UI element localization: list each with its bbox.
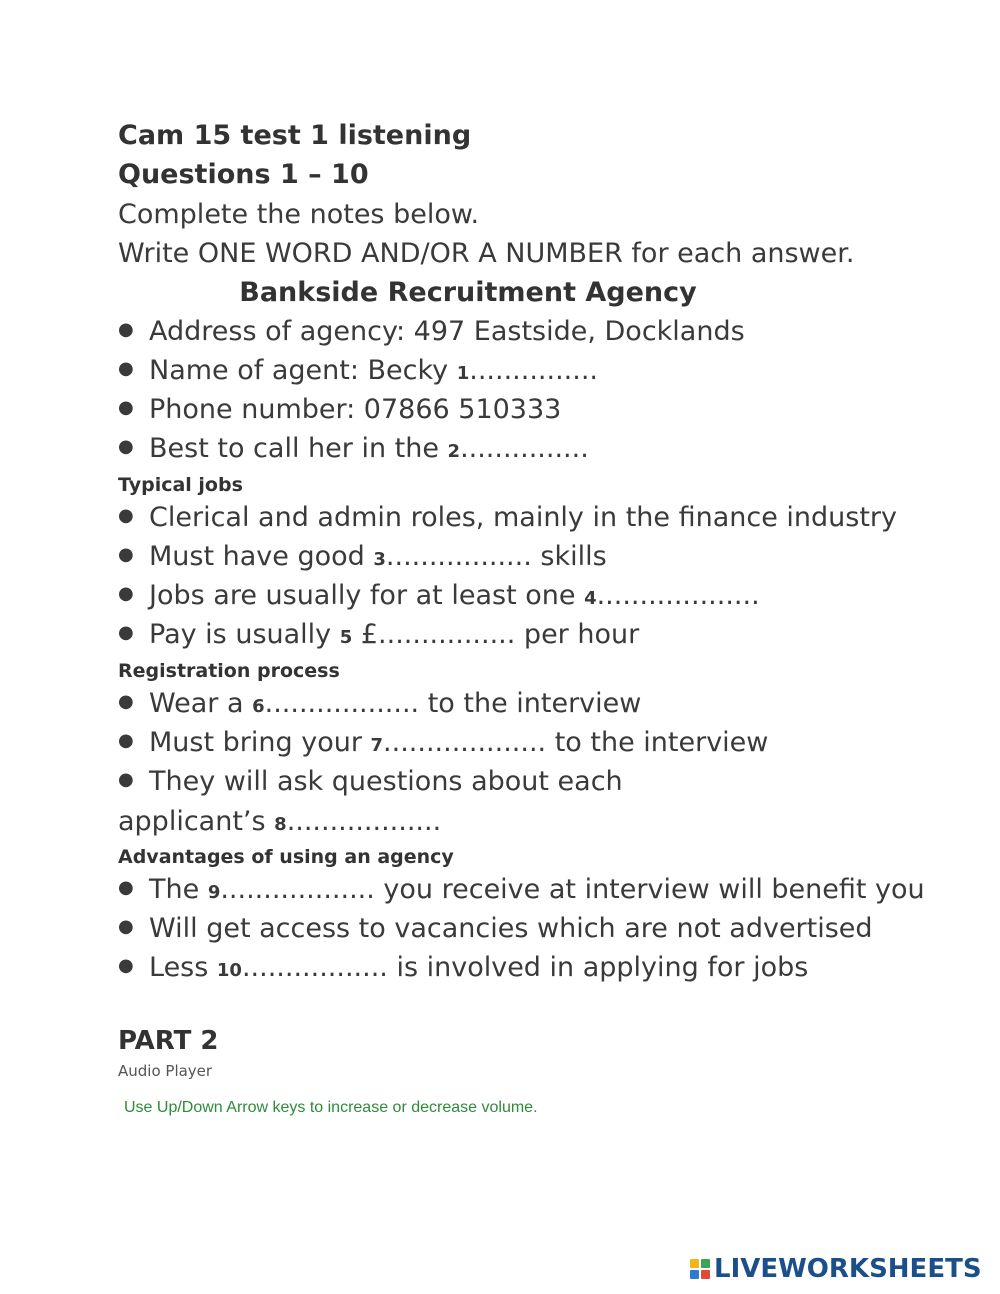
note-text: Phone number: 07866 510333 — [149, 394, 562, 425]
list-item — [118, 316, 745, 347]
list-item — [118, 580, 760, 611]
question-number: 5 — [339, 627, 353, 648]
answer-blank[interactable]: .................. you receive at interview will benefit you — [220, 874, 925, 905]
answer-blank[interactable]: .................. — [286, 806, 442, 837]
logo-blocks-icon — [690, 1259, 710, 1279]
question-number: 7 — [370, 735, 384, 756]
note-text: Jobs are usually for at least one — [149, 580, 585, 611]
answer-blank[interactable]: ................. skills — [385, 541, 607, 572]
section-heading-registration: Registration process — [118, 660, 340, 682]
question-number: 6 — [252, 696, 265, 717]
section-heading-advantages: Advantages of using an agency — [118, 846, 454, 868]
note-text: Name of agent: Becky — [149, 355, 457, 386]
note-text: Wear a — [149, 688, 253, 719]
list-item — [118, 394, 561, 425]
answer-blank[interactable]: ................... to the interview — [383, 727, 769, 758]
list-item — [118, 727, 768, 758]
bullet-icon: ● — [118, 583, 134, 604]
bullet-icon: ● — [118, 505, 134, 526]
list-item — [118, 355, 598, 386]
list-item — [118, 913, 873, 944]
bullet-icon: ● — [118, 358, 134, 379]
part-2-heading: PART 2 — [118, 1026, 219, 1056]
question-number: 3 — [373, 549, 386, 570]
bullet-icon: ● — [118, 544, 134, 565]
note-text: Will get access to vacancies which are not advertised — [149, 913, 873, 944]
bullet-icon: ● — [118, 730, 134, 751]
bullet-icon: ● — [118, 691, 134, 712]
logo-block — [690, 1259, 699, 1268]
note-text: Less — [149, 952, 217, 983]
section-heading-typical-jobs: Typical jobs — [118, 474, 243, 496]
list-item — [118, 688, 641, 719]
list-item — [118, 952, 808, 983]
note-text: Must have good — [149, 541, 374, 572]
list-item — [118, 433, 589, 464]
bullet-icon: ● — [118, 916, 134, 937]
question-number: 8 — [274, 814, 287, 835]
bullet-icon: ● — [118, 397, 134, 418]
note-text: They will ask questions about each — [149, 766, 623, 797]
list-item — [118, 619, 639, 650]
notes-title: Bankside Recruitment Agency — [239, 277, 697, 308]
audio-player[interactable]: Audio Player — [118, 1062, 213, 1080]
note-text: Best to call her in the — [149, 433, 448, 464]
instruction-complete: Complete the notes below. — [118, 199, 480, 230]
bullet-icon: ● — [118, 436, 134, 457]
list-item — [118, 874, 925, 905]
answer-blank[interactable]: ............... — [469, 355, 599, 386]
note-text: Must bring your — [149, 727, 371, 758]
bullet-icon: ● — [118, 319, 134, 340]
question-number: 1 — [456, 363, 470, 384]
note-text: applicant’s — [118, 806, 275, 837]
logo-block — [690, 1270, 699, 1279]
worksheet-title: Cam 15 test 1 listening — [118, 120, 472, 151]
question-number: 2 — [447, 441, 461, 462]
volume-hint: Use Up/Down Arrow keys to increase or decrease volume. — [124, 1099, 538, 1116]
questions-heading: Questions 1 – 10 — [118, 159, 369, 190]
bullet-icon: ● — [118, 769, 134, 790]
answer-blank[interactable]: .................. to the interview — [264, 688, 642, 719]
answer-blank[interactable]: ............... — [460, 433, 589, 464]
note-text: Address of agency: 497 Eastside, Docklands — [149, 316, 745, 347]
answer-blank[interactable]: ................... — [596, 580, 760, 611]
instruction-write: Write ONE WORD AND/OR A NUMBER for each answer. — [118, 238, 855, 269]
logo-block — [701, 1270, 710, 1279]
answer-blank[interactable]: ................. is involved in applying for jobs — [241, 952, 809, 983]
liveworksheets-logo[interactable] — [690, 1252, 982, 1286]
note-text: The — [149, 874, 208, 905]
list-item — [118, 766, 623, 797]
note-text: Pay is usually — [149, 619, 340, 650]
list-item — [118, 502, 897, 533]
answer-blank[interactable]: £................ per hour — [352, 619, 640, 650]
list-item — [118, 541, 607, 572]
list-item-continuation — [118, 806, 441, 837]
bullet-icon: ● — [118, 622, 134, 643]
logo-text: LIVEWORKSHEETS — [714, 1254, 982, 1284]
note-text: Clerical and admin roles, mainly in the finance industry — [149, 502, 897, 533]
question-number: 10 — [216, 960, 242, 981]
bullet-icon: ● — [118, 877, 134, 898]
question-number: 4 — [584, 588, 597, 609]
question-number: 9 — [207, 882, 221, 903]
logo-block — [701, 1259, 710, 1268]
bullet-icon: ● — [118, 955, 134, 976]
